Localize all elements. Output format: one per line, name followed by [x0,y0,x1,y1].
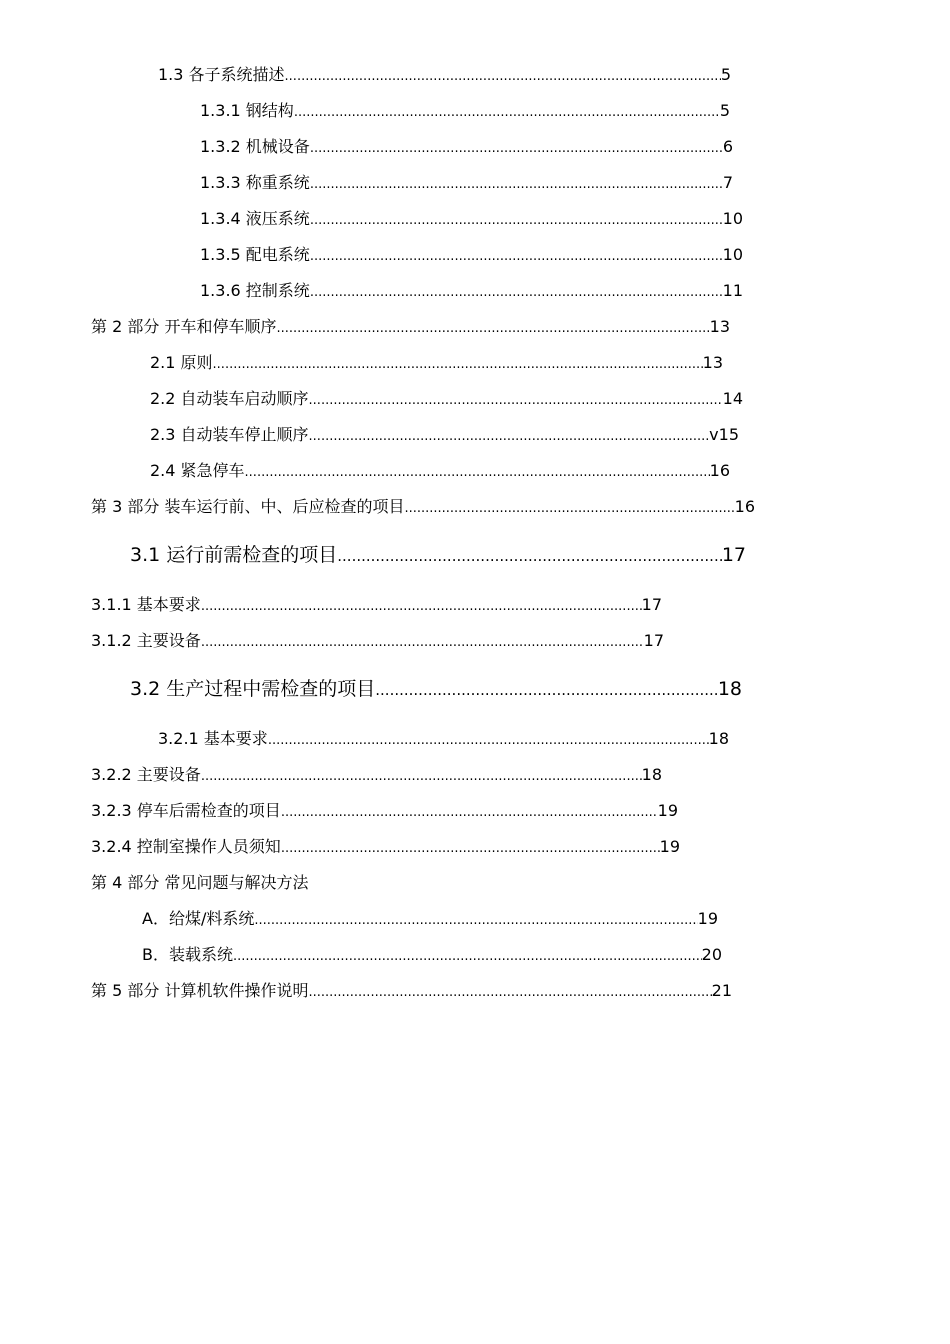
toc-entry-page: 14 [722,389,743,408]
toc-entry-label: 3.2.1 基本要求 [158,729,268,748]
toc-entry-label: 1.3.2 机械设备 [200,137,310,156]
toc-entry-page: 19 [697,909,718,928]
toc-entry-page: 17 [643,631,664,650]
toc-entry-page: 5 [719,101,730,120]
toc-entry-1-3-2 [200,137,733,157]
toc-entry-3-2-3 [91,801,678,821]
toc-entry-part-5 [91,981,732,1001]
toc-leader-dots [201,597,642,615]
toc-entry-label: 第 3 部分 装车运行前、中、后应检查的项目 [91,497,405,516]
toc-leader-dots [233,947,702,965]
toc-leader-dots [310,283,723,301]
toc-entry-page: 7 [722,173,733,192]
toc-entry-b [142,945,722,965]
toc-entry-1-3 [158,65,731,85]
toc-leader-dots [245,463,710,481]
toc-entry-label: 3.2.2 主要设备 [91,765,201,784]
toc-entry-label: 3.2.4 控制室操作人员须知 [91,837,281,856]
toc-entry-page: 5 [720,65,731,84]
toc-entry-label: 3.1.1 基本要求 [91,595,201,614]
toc-leader-dots [310,139,723,157]
toc-entry-page: 18 [641,765,662,784]
toc-leader-dots [309,427,710,445]
toc-entry-label: 1.3 各子系统描述 [158,65,285,84]
toc-entry-page: 21 [711,981,732,1000]
toc-entry-label: 2.3 自动装车停止顺序 [150,425,309,444]
toc-entry-label: 第 4 部分 常见问题与解决方法 [91,873,309,892]
toc-entry-label: 1.3.1 钢结构 [200,101,294,120]
toc-entry-part-2 [91,317,730,337]
toc-entry-page: 19 [657,801,678,820]
toc-entry-3-2-4 [91,837,680,857]
toc-leader-dots [308,983,711,1001]
toc-entry-page: 11 [722,281,743,300]
toc-leader-dots [276,319,709,337]
toc-entry-1-3-4 [200,209,743,229]
toc-leader-dots [254,911,697,929]
toc-entry-3-2-1 [158,729,729,749]
toc-entry-2-1 [150,353,723,373]
toc-entry-page: 16 [709,461,730,480]
toc-entry-page: 17 [721,544,746,566]
toc-entry-label: B．装载系统 [142,945,233,964]
toc-entry-page: 20 [701,945,722,964]
toc-entry-3-2 [130,677,742,701]
toc-entry-2-4 [150,461,730,481]
toc-entry-label: 3.2 生产过程中需检查的项目 [130,678,376,700]
toc-entry-label: 1.3.4 液压系统 [200,209,310,228]
toc-leader-dots [281,803,658,821]
toc-entry-page: 13 [709,317,730,336]
toc-entry-page: 18 [717,678,742,700]
toc-entry-page: v15 [709,425,739,444]
toc-entry-1-3-6 [200,281,743,301]
toc-leader-dots [375,678,718,701]
toc-entry-3-1 [130,543,746,567]
toc-entry-3-2-2 [91,765,662,785]
toc-leader-dots [337,544,722,567]
toc-entry-label: A．给煤/料系统 [142,909,255,928]
toc-entry-label: 第 5 部分 计算机软件操作说明 [91,981,309,1000]
toc-leader-dots [294,103,720,121]
toc-entry-label: 1.3.3 称重系统 [200,173,310,192]
toc-entry-3-1-1 [91,595,662,615]
toc-leader-dots [310,247,723,265]
toc-entry-page: 13 [702,353,723,372]
toc-leader-dots [310,175,723,193]
toc-leader-dots [213,355,703,373]
toc-leader-dots [309,391,723,409]
toc-leader-dots [201,633,644,651]
toc-entry-part-3 [91,497,755,517]
toc-entry-label: 1.3.5 配电系统 [200,245,310,264]
toc-entry-label: 1.3.6 控制系统 [200,281,310,300]
toc-entry-page: 17 [641,595,662,614]
toc-entry-part-4 [91,873,351,893]
toc-entry-page: 16 [734,497,755,516]
toc-entry-page: 18 [708,729,729,748]
toc-entry-label: 3.2.3 停车后需检查的项目 [91,801,281,820]
toc-entry-label: 2.1 原则 [150,353,213,372]
toc-leader-dots [268,731,709,749]
toc-leader-dots [310,211,723,229]
toc-entry-1-3-5 [200,245,743,265]
toc-entry-label: 2.2 自动装车启动顺序 [150,389,309,408]
toc-entry-2-2 [150,389,743,409]
toc-entry-3-1-2 [91,631,664,651]
toc-entry-page: 10 [722,209,743,228]
toc-entry-label: 3.1.2 主要设备 [91,631,201,650]
toc-entry-1-3-1 [200,101,730,121]
toc-entry-page: 19 [659,837,680,856]
toc-entry-a [142,909,718,929]
toc-entry-2-3 [150,425,739,445]
toc-entry-page: 10 [722,245,743,264]
toc-entry-1-3-3 [200,173,733,193]
toc-entry-label: 第 2 部分 开车和停车顺序 [91,317,277,336]
toc-entry-label: 2.4 紧急停车 [150,461,245,480]
toc-entry-label: 3.1 运行前需检查的项目 [130,544,338,566]
toc-leader-dots [201,767,642,785]
toc-leader-dots [404,499,734,517]
toc-entry-page: 6 [722,137,733,156]
toc-leader-dots [281,839,660,857]
toc-leader-dots [285,67,721,85]
